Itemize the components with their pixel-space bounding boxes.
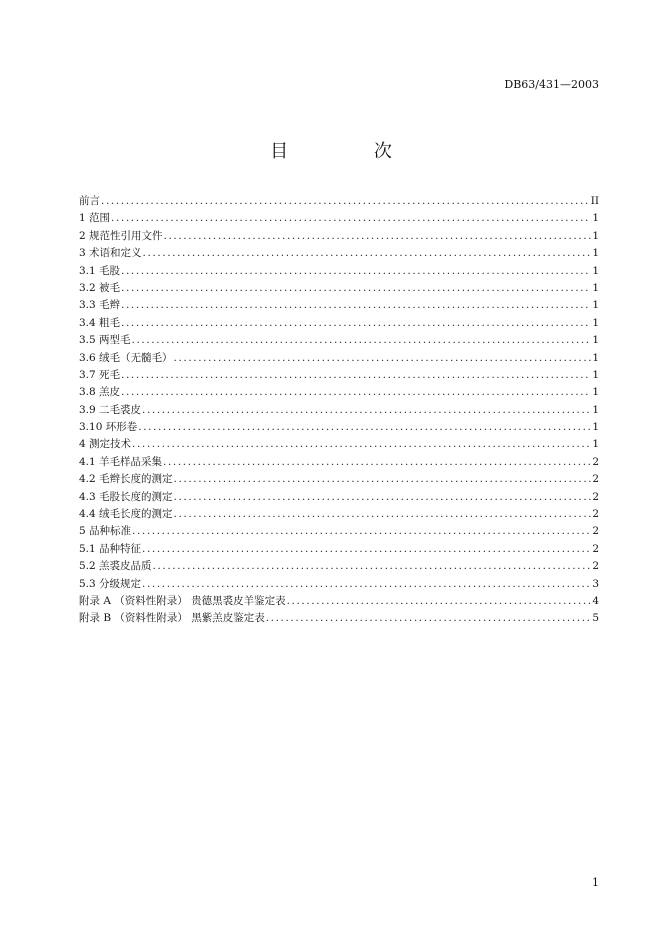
toc-entry[interactable] — [79, 402, 599, 419]
toc-entry-label: 1 范围 — [79, 212, 111, 225]
page-number: 1 — [592, 876, 599, 889]
toc-entry-page: 1 — [592, 351, 599, 364]
toc-entry-page: 2 — [592, 542, 599, 555]
toc-entry-page: 1 — [592, 421, 599, 434]
toc-entry-page: 2 — [592, 473, 599, 486]
standard-code: DB63/431—2003 — [504, 78, 599, 91]
toc-leader-dots — [121, 263, 591, 280]
toc-entry[interactable] — [79, 384, 599, 401]
toc-entry-label: 3.4 粗毛 — [79, 316, 121, 329]
toc-entry-page: 2 — [592, 490, 599, 503]
toc-entry-label: 3.10 环形卷 — [79, 421, 138, 434]
toc-leader-dots — [121, 367, 591, 384]
toc-entry[interactable] — [79, 506, 599, 523]
toc-entry-page: 1 — [592, 316, 599, 329]
toc-entry[interactable] — [79, 419, 599, 436]
toc-entry[interactable] — [79, 210, 599, 227]
toc-entry-page: 1 — [592, 247, 599, 260]
toc-entry-page: 1 — [592, 229, 599, 242]
toc-leader-dots — [132, 332, 592, 349]
toc-entry-label: 前言 — [79, 195, 100, 207]
toc-entry-label: 4 测定技术 — [79, 438, 132, 451]
toc-leader-dots — [174, 506, 592, 523]
toc-entry-page: 1 — [592, 212, 599, 225]
toc-entry[interactable] — [79, 523, 599, 540]
toc-leader-dots — [266, 610, 592, 627]
toc-leader-dots — [138, 419, 591, 436]
toc-entry-page: 5 — [592, 612, 599, 625]
toc-entry-label: 附录 A （资料性附录） 贵德黑裘皮羊鉴定表 — [79, 594, 286, 607]
toc-entry-label: 3.8 羔皮 — [79, 386, 121, 399]
toc-leader-dots — [121, 384, 591, 401]
toc-leader-dots — [164, 228, 592, 245]
toc-entry-label: 4.4 绒毛长度的测定 — [79, 508, 173, 521]
toc-entry[interactable] — [79, 454, 599, 471]
toc-leader-dots — [121, 297, 591, 314]
toc-leader-dots — [142, 541, 591, 558]
toc-entry-label: 3.3 毛辫 — [79, 299, 121, 312]
toc-entry-page: 2 — [592, 508, 599, 521]
toc-entry-label: 5 品种标准 — [79, 525, 132, 538]
toc-entry[interactable] — [79, 610, 599, 627]
toc-entry-page: 1 — [592, 403, 599, 416]
toc-entry[interactable] — [79, 350, 599, 367]
toc-entry[interactable] — [79, 315, 599, 332]
toc-leader-dots — [111, 210, 591, 227]
toc-entry-page: 3 — [592, 577, 599, 590]
toc-entry-label: 3.9 二毛裘皮 — [79, 403, 142, 416]
toc-entry-page: 2 — [592, 455, 599, 468]
toc-leader-dots — [163, 454, 591, 471]
toc-entry[interactable] — [79, 193, 599, 210]
toc-leader-dots — [121, 315, 591, 332]
toc-leader-dots — [142, 576, 591, 593]
toc-entry[interactable] — [79, 228, 599, 245]
toc-entry[interactable] — [79, 471, 599, 488]
toc-entry-page: II — [590, 195, 599, 207]
toc-entry-label: 3.7 死毛 — [79, 368, 121, 381]
toc-entry-label: 3.2 被毛 — [79, 281, 121, 294]
toc-leader-dots — [174, 471, 592, 488]
toc-entry[interactable] — [79, 280, 599, 297]
toc-entry-label: 3.5 两型毛 — [79, 334, 131, 347]
toc-entry-label: 5.1 品种特征 — [79, 542, 142, 555]
toc-entry-page: 1 — [592, 281, 599, 294]
toc-leader-dots — [174, 489, 592, 506]
toc-entry-label: 3.6 绒毛（无髓毛） — [79, 351, 173, 364]
toc-entry-label: 5.3 分级规定 — [79, 577, 142, 590]
toc-entry-page: 2 — [592, 560, 599, 573]
toc-entry-page: 1 — [592, 438, 599, 451]
toc-entry-page: 1 — [592, 264, 599, 277]
toc-entry[interactable] — [79, 558, 599, 575]
toc-entry-label: 附录 B （资料性附录） 黑紫羔皮鉴定表 — [79, 612, 265, 625]
toc-leader-dots — [132, 523, 591, 540]
toc-leader-dots — [287, 593, 592, 610]
toc-entry-label: 3 术语和定义 — [79, 247, 142, 260]
toc-entry[interactable] — [79, 576, 599, 593]
toc-leader-dots — [121, 280, 591, 297]
toc-entry-label: 4.3 毛股长度的测定 — [79, 490, 173, 503]
page-title: 目 次 — [270, 141, 432, 162]
toc-entry[interactable] — [79, 332, 599, 349]
toc-entry-label: 2 规范性引用文件 — [79, 229, 163, 242]
toc-entry-label: 5.2 羔裘皮品质 — [79, 560, 152, 573]
toc-entry[interactable] — [79, 489, 599, 506]
toc-leader-dots — [142, 402, 591, 419]
toc-entry[interactable] — [79, 593, 599, 610]
toc-leader-dots — [174, 350, 592, 367]
toc-leader-dots — [101, 193, 590, 210]
toc-entry-page: 2 — [592, 525, 599, 538]
toc-leader-dots — [153, 558, 592, 575]
toc-entry[interactable] — [79, 541, 599, 558]
toc-entry-page: 1 — [592, 299, 599, 312]
toc-entry-page: 4 — [592, 594, 599, 607]
toc-entry-page: 1 — [592, 386, 599, 399]
toc-entry[interactable] — [79, 245, 599, 262]
toc-entry[interactable] — [79, 367, 599, 384]
toc-entry[interactable] — [79, 436, 599, 453]
toc-entry-page: 1 — [592, 368, 599, 381]
toc-entry-label: 3.1 毛股 — [79, 264, 121, 277]
toc-entry-label: 4.1 羊毛样品采集 — [79, 455, 163, 468]
toc-leader-dots — [143, 245, 592, 262]
toc-entry-label: 4.2 毛辫长度的测定 — [79, 473, 173, 486]
table-of-contents — [79, 193, 599, 628]
toc-entry[interactable] — [79, 263, 599, 280]
toc-entry[interactable] — [79, 297, 599, 314]
toc-entry-page: 1 — [592, 334, 599, 347]
toc-leader-dots — [132, 436, 591, 453]
